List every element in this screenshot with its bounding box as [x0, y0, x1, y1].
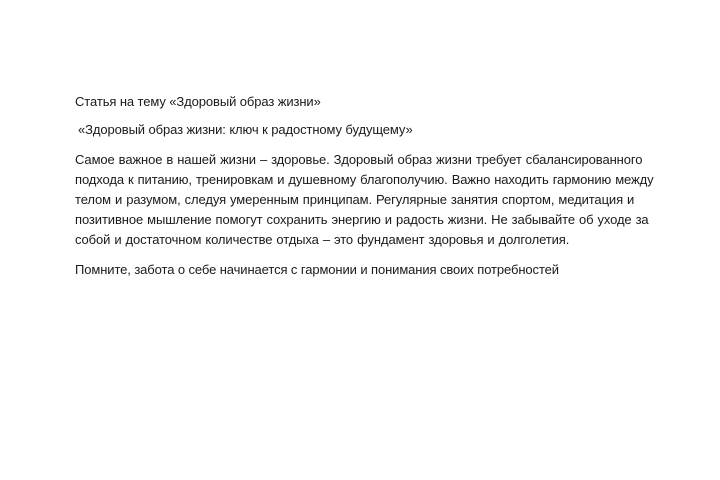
- article-paragraph: Самое важное в нашей жизни – здоровье. Здоровый образ жизни требует сбалансированного подхода к питанию, тренировкам и душевному благополучию. Важно находить гармонию между телом и разумом, следуя умеренным принципам. Регулярные занятия спортом, медитация и позитивное мышление помогут сохранить энергию и радость жизни. Не забывайте об уходе за собой и достаточном количестве отдыха – это фундамент здоровья и долголетия.: [75, 152, 654, 247]
- article-subtitle: «Здоровый образ жизни: ключ к радостному будущему»: [78, 122, 413, 137]
- article-title: Статья на тему «Здоровый образ жизни»: [75, 94, 321, 109]
- document-body: [75, 92, 685, 280]
- article-closing-line: Помните, забота о себе начинается с гармонии и понимания своих потребностей: [75, 262, 559, 277]
